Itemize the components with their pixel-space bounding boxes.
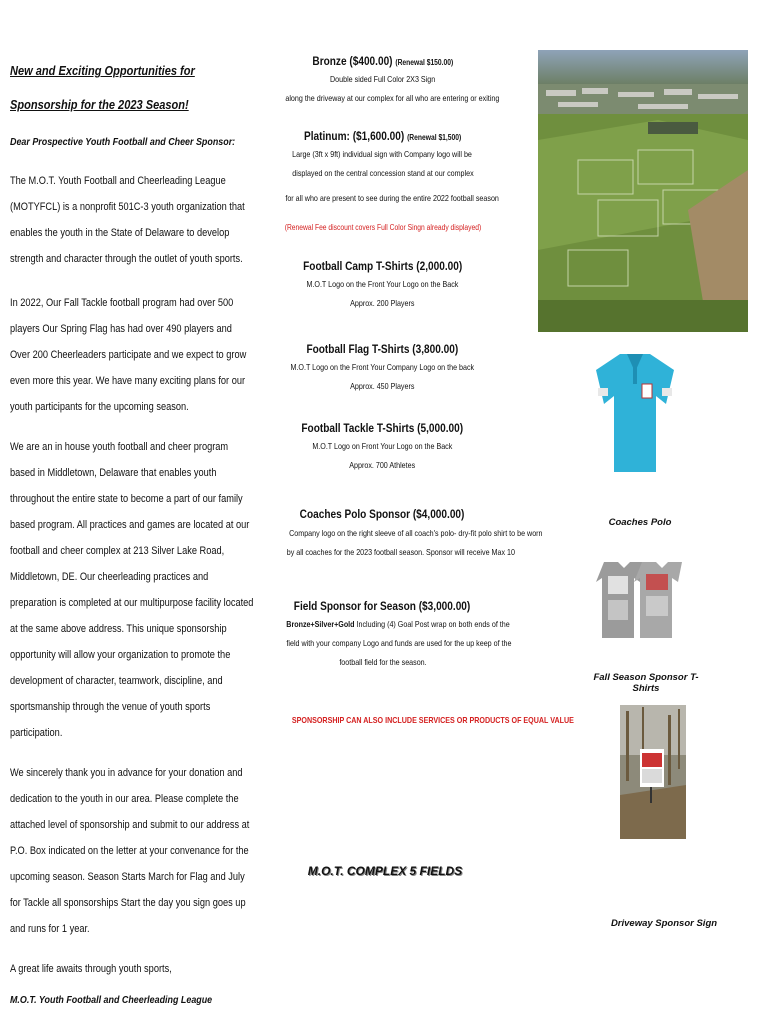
complex-aerial-photo xyxy=(538,50,748,332)
platinum-line: displayed on the central concession stand at our complex xyxy=(291,168,474,178)
tshirts-caption: Fall Season Sponsor T-Shirts xyxy=(593,672,699,694)
polo-shirt-icon xyxy=(594,348,676,476)
coaches-polo-photo xyxy=(594,348,676,476)
platinum-line: for all who are present to see during the entire 2022 football season xyxy=(285,193,499,203)
bronze-line: along the driveway at our complex for all who are entering or exiting xyxy=(285,93,500,103)
coaches-line: Company logo on the right sleeve of all coach's polo- dry-fit polo shirt to be worn xyxy=(289,528,543,538)
coaches-title: Coaches Polo Sponsor ($4,000.00) xyxy=(300,507,465,521)
polo-caption: Coaches Polo xyxy=(608,517,672,528)
field-line: field with your company Logo and funds are used for the up keep of the xyxy=(286,638,512,648)
camp-line: M.O.T Logo on the Front Your Logo on the Back xyxy=(306,279,459,289)
platinum-line: Large (3ft x 9ft) individual sign with Company logo will be xyxy=(292,149,473,159)
complex-label-block xyxy=(270,862,500,880)
platinum-renewal: (Renewal $1,500) xyxy=(406,133,462,142)
camp-line: Approx. 200 Players xyxy=(350,298,415,308)
flag-line: Approx. 450 Players xyxy=(350,381,415,391)
camp-title: Football Camp T-Shirts (2,000.00) xyxy=(302,259,463,273)
thank-you-paragraph: We sincerely thank you in advance for your donation and dedication to the youth in our area. Please complete the attached level of sponsorship and submit to our address at P.O. Box indicated on the letter at your convenance for the upcoming season. Season Starts March for Flag and July for Tackle all sponsorships Start the day you sign goes up and runs for 1 year. xyxy=(10,767,250,935)
greeting: Dear Prospective Youth Football and Cheer Sponsor: xyxy=(10,136,236,148)
flag-title: Football Flag T-Shirts (3,800.00) xyxy=(306,342,459,356)
closing-line: A great life awaits through youth sports, xyxy=(10,963,172,975)
sponsor-tshirts-photo xyxy=(594,556,686,642)
field-line: Including (4) Goal Post wrap on both ends of the xyxy=(354,619,510,629)
tier-camp-tshirts xyxy=(265,259,500,313)
tier-coaches-polo xyxy=(265,507,543,562)
tier-field-sponsor xyxy=(265,599,512,672)
tier-bronze xyxy=(265,54,500,108)
bronze-line: Double sided Full Color 2X3 Sign xyxy=(329,74,436,84)
flag-line: M.O.T Logo on the Front Your Company Logo on the back xyxy=(290,362,475,372)
bronze-title: Bronze ($400.00) xyxy=(312,54,393,68)
tackle-line: M.O.T Logo on Front Your Logo on the Back xyxy=(312,441,453,451)
services-note: SPONSORSHIP CAN ALSO INCLUDE SERVICES OR PRODUCTS OF EQUAL VALUE xyxy=(291,715,574,725)
field-bold-prefix: Bronze+Silver+Gold xyxy=(286,619,355,629)
bronze-renewal: (Renewal $150.00) xyxy=(395,58,453,67)
tier-platinum xyxy=(265,129,500,237)
tshirt-icon xyxy=(594,556,686,642)
driveway-sign-image xyxy=(620,705,686,839)
tier-flag-tshirts xyxy=(265,342,500,396)
platinum-renewal-note: (Renewal Fee discount covers Full Color Singn already displayed) xyxy=(284,223,481,232)
program-location-paragraph: We are an in house youth football and cheer program based in Middletown, Delaware that enables youth throughout the entire state to become a part of our family based program. All practices and games are located at our football and cheer complex at 213 Silver Lake Road, Middletown, DE. Our cheerleading practices and preparation is completed at our multipurpose facility located at the same above address. This unique sponsorship opportunity will allow your organization to promote the development of character, teamwork, discipline, and sportsmanship through the venue of youth sports participation. xyxy=(10,441,254,739)
coaches-line: by all coaches for the 2023 football season. Sponsor will receive Max 10 xyxy=(286,547,515,557)
field-line: football field for the season. xyxy=(338,657,427,667)
driveway-caption: Driveway Sponsor Sign xyxy=(610,918,718,929)
driveway-sign-photo xyxy=(620,705,686,839)
field-title: Field Sponsor for Season ($3,000.00) xyxy=(294,599,471,613)
intro-paragraph: The M.O.T. Youth Football and Cheerleading League (MOTYFCL) is a nonprofit 501C-3 youth organization that enables the youth in the State of Delaware to develop strength and character through the outlet of youth sports. xyxy=(10,175,245,265)
letter-column xyxy=(10,54,260,1006)
tackle-title: Football Tackle T-Shirts (5,000.00) xyxy=(301,421,464,435)
signoff: M.O.T. Youth Football and Cheerleading League xyxy=(10,994,213,1006)
services-note-block xyxy=(265,710,574,728)
program-stats-paragraph: In 2022, Our Fall Tackle football program had over 500 players Our Spring Flag has had over 490 players and Over 200 Cheerleaders participate and we expect to grow even more this year. We have many exciting plans for our youth participants for the upcoming season. xyxy=(10,297,247,413)
platinum-title: Platinum: ($1,600.00) xyxy=(303,129,405,143)
tackle-line: Approx. 700 Athletes xyxy=(349,460,416,470)
tier-tackle-tshirts xyxy=(265,421,500,475)
complex-aerial-image xyxy=(538,50,748,332)
complex-label: M.O.T. COMPLEX 5 FIELDS xyxy=(307,864,463,878)
headline: New and Exciting Opportunities for Sponsorship for the 2023 Season! xyxy=(10,63,195,112)
